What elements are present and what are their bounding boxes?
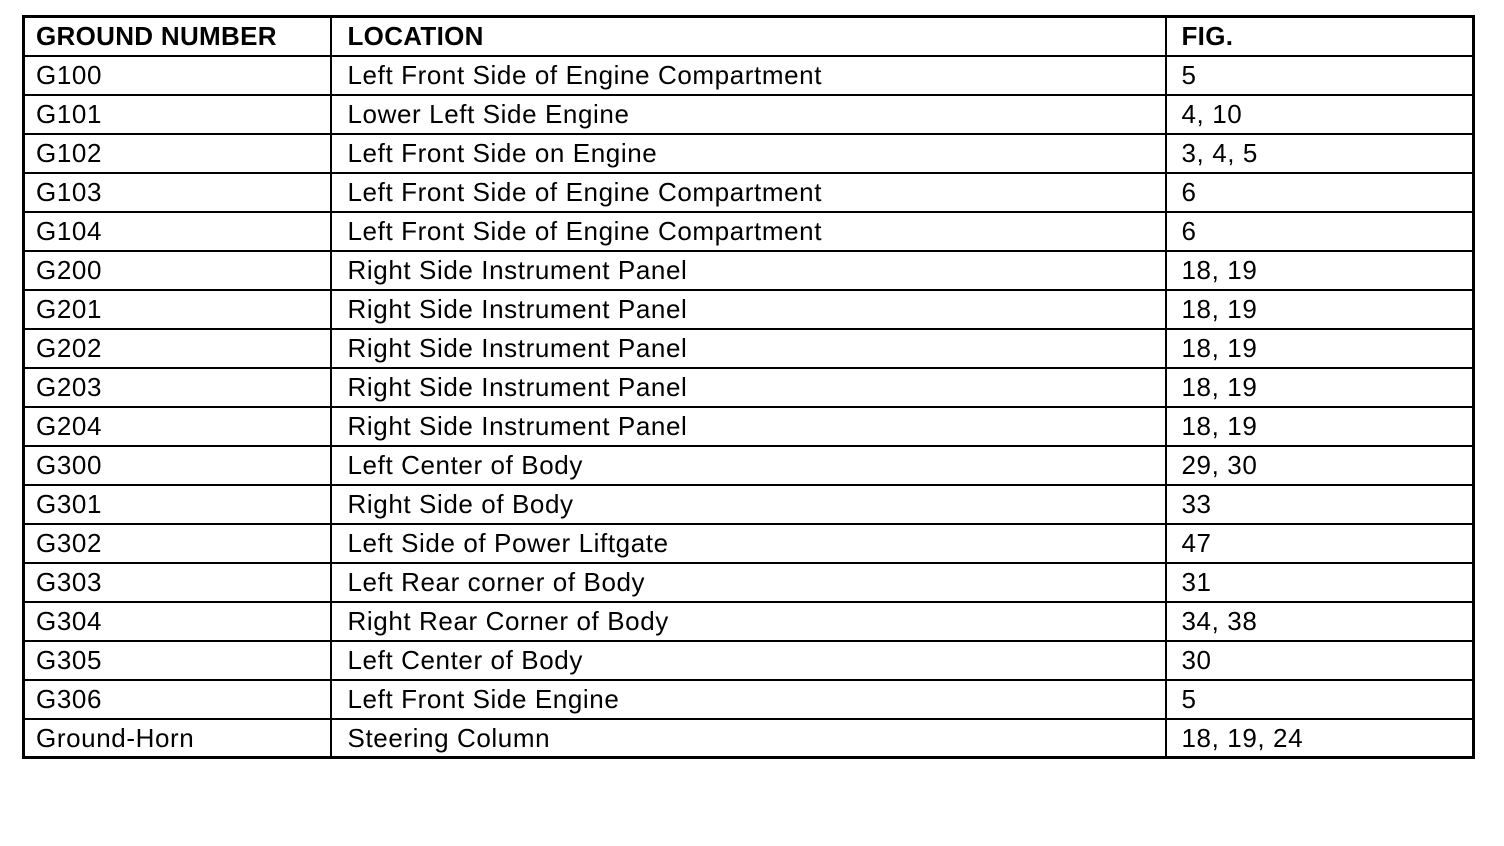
cell-fig: 30 bbox=[1166, 641, 1474, 680]
cell-location: Left Front Side of Engine Compartment bbox=[331, 173, 1166, 212]
cell-fig: 6 bbox=[1166, 173, 1474, 212]
cell-ground-number: G104 bbox=[24, 212, 331, 251]
cell-fig: 31 bbox=[1166, 563, 1474, 602]
cell-fig: 6 bbox=[1166, 212, 1474, 251]
cell-fig: 18, 19 bbox=[1166, 368, 1474, 407]
cell-location: Right Side Instrument Panel bbox=[331, 407, 1166, 446]
cell-fig: 29, 30 bbox=[1166, 446, 1474, 485]
cell-ground-number: G305 bbox=[24, 641, 331, 680]
cell-fig: 47 bbox=[1166, 524, 1474, 563]
cell-fig: 18, 19, 24 bbox=[1166, 719, 1474, 758]
cell-fig: 18, 19 bbox=[1166, 329, 1474, 368]
cell-ground-number: G303 bbox=[24, 563, 331, 602]
cell-location: Right Rear Corner of Body bbox=[331, 602, 1166, 641]
cell-fig: 18, 19 bbox=[1166, 290, 1474, 329]
cell-ground-number: G304 bbox=[24, 602, 331, 641]
cell-location: Left Rear corner of Body bbox=[331, 563, 1166, 602]
header-row bbox=[24, 17, 1474, 56]
table-row bbox=[24, 524, 1474, 563]
header-fig: FIG. bbox=[1166, 17, 1474, 56]
table-row bbox=[24, 563, 1474, 602]
cell-fig: 18, 19 bbox=[1166, 251, 1474, 290]
table-row bbox=[24, 134, 1474, 173]
table-row bbox=[24, 251, 1474, 290]
cell-fig: 3, 4, 5 bbox=[1166, 134, 1474, 173]
cell-ground-number: G103 bbox=[24, 173, 331, 212]
cell-ground-number: G302 bbox=[24, 524, 331, 563]
ground-locations-table-container bbox=[22, 15, 1472, 759]
cell-location: Left Side of Power Liftgate bbox=[331, 524, 1166, 563]
cell-fig: 34, 38 bbox=[1166, 602, 1474, 641]
cell-ground-number: G200 bbox=[24, 251, 331, 290]
cell-ground-number: G201 bbox=[24, 290, 331, 329]
cell-ground-number: G101 bbox=[24, 95, 331, 134]
table-row bbox=[24, 602, 1474, 641]
table-row bbox=[24, 446, 1474, 485]
table-row bbox=[24, 641, 1474, 680]
cell-location: Left Front Side on Engine bbox=[331, 134, 1166, 173]
cell-ground-number: G203 bbox=[24, 368, 331, 407]
table-row bbox=[24, 368, 1474, 407]
cell-location: Steering Column bbox=[331, 719, 1166, 758]
header-ground-number: GROUND NUMBER bbox=[24, 17, 331, 56]
table-row bbox=[24, 56, 1474, 95]
cell-location: Left Front Side of Engine Compartment bbox=[331, 212, 1166, 251]
cell-location: Left Front Side Engine bbox=[331, 680, 1166, 719]
cell-location: Lower Left Side Engine bbox=[331, 95, 1166, 134]
cell-ground-number: G204 bbox=[24, 407, 331, 446]
table-row bbox=[24, 329, 1474, 368]
ground-locations-table bbox=[22, 15, 1475, 759]
table-row bbox=[24, 290, 1474, 329]
header-location: LOCATION bbox=[331, 17, 1166, 56]
table-body bbox=[24, 56, 1474, 758]
cell-fig: 5 bbox=[1166, 56, 1474, 95]
cell-ground-number: Ground-Horn bbox=[24, 719, 331, 758]
table-header bbox=[24, 17, 1474, 56]
table-row bbox=[24, 212, 1474, 251]
cell-location: Left Front Side of Engine Compartment bbox=[331, 56, 1166, 95]
table-row bbox=[24, 95, 1474, 134]
cell-fig: 33 bbox=[1166, 485, 1474, 524]
table-row bbox=[24, 173, 1474, 212]
cell-ground-number: G202 bbox=[24, 329, 331, 368]
cell-location: Right Side Instrument Panel bbox=[331, 251, 1166, 290]
cell-ground-number: G306 bbox=[24, 680, 331, 719]
cell-location: Right Side Instrument Panel bbox=[331, 329, 1166, 368]
cell-ground-number: G300 bbox=[24, 446, 331, 485]
table-row bbox=[24, 407, 1474, 446]
cell-ground-number: G102 bbox=[24, 134, 331, 173]
table-row bbox=[24, 680, 1474, 719]
cell-fig: 5 bbox=[1166, 680, 1474, 719]
cell-ground-number: G301 bbox=[24, 485, 331, 524]
cell-location: Left Center of Body bbox=[331, 446, 1166, 485]
cell-fig: 18, 19 bbox=[1166, 407, 1474, 446]
cell-ground-number: G100 bbox=[24, 56, 331, 95]
cell-location: Right Side Instrument Panel bbox=[331, 368, 1166, 407]
cell-location: Left Center of Body bbox=[331, 641, 1166, 680]
table-row bbox=[24, 719, 1474, 758]
cell-location: Right Side Instrument Panel bbox=[331, 290, 1166, 329]
cell-fig: 4, 10 bbox=[1166, 95, 1474, 134]
cell-location: Right Side of Body bbox=[331, 485, 1166, 524]
table-row bbox=[24, 485, 1474, 524]
